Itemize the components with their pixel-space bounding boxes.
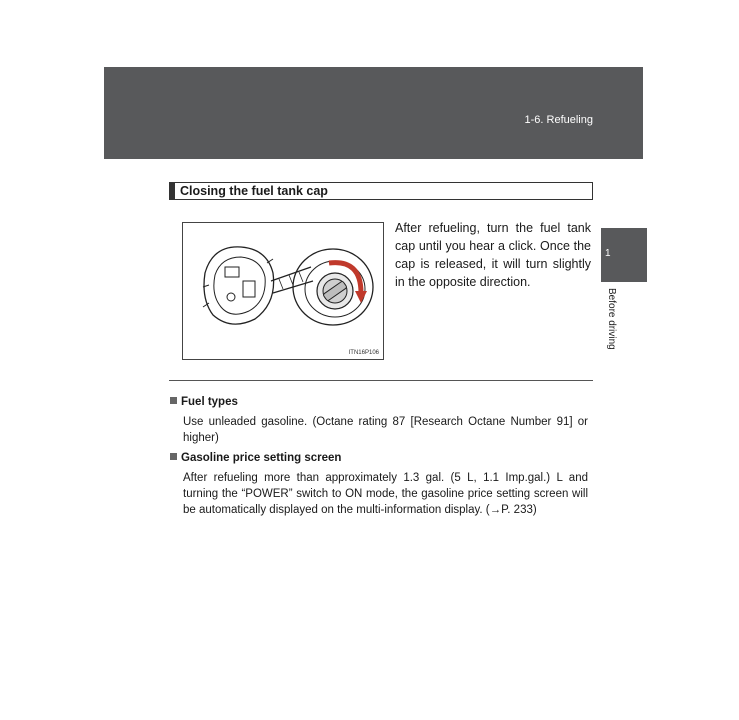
header-band: [104, 67, 643, 159]
note-text-gasoline-price: After refueling more than approximately 1.3 gal. (5 L, 1.1 Imp.gal.) L and turning the “POWER” switch to ON mode, the gasoline price setting screen will be automatically displayed on the multi-information display. (→P. 233): [183, 472, 588, 516]
note-heading-fuel-types: [170, 396, 238, 408]
section-divider: [169, 380, 593, 381]
fuel-cap-illustration: [182, 222, 384, 360]
chapter-label-text: Before driving: [606, 288, 617, 350]
bullet-square-icon: [170, 453, 177, 460]
note-heading-text: Fuel types: [181, 396, 238, 408]
chapter-number: 1: [605, 248, 611, 259]
section-heading-text: Closing the fuel tank cap: [180, 184, 328, 198]
chapter-tab[interactable]: [601, 228, 647, 282]
closing-cap-instruction: After refueling, turn the fuel tank cap until you hear a click. Once the cap is released, it will turn slightly in the opposite direction.: [395, 221, 591, 289]
fuel-cap-drawing: [183, 223, 383, 359]
note-heading-text: Gasoline price setting screen: [181, 452, 342, 464]
chapter-label: [601, 288, 621, 368]
bullet-square-icon: [170, 397, 177, 404]
section-heading: [169, 182, 593, 200]
section-heading-marker: [170, 183, 175, 199]
note-text-fuel-types: Use unleaded gasoline. (Octane rating 87 [Research Octane Number 91] or higher): [183, 416, 588, 444]
header-section-title: 1-6. Refueling: [524, 114, 593, 126]
note-heading-gasoline-price: [170, 452, 341, 464]
figure-code: ITN16P106: [348, 350, 379, 356]
